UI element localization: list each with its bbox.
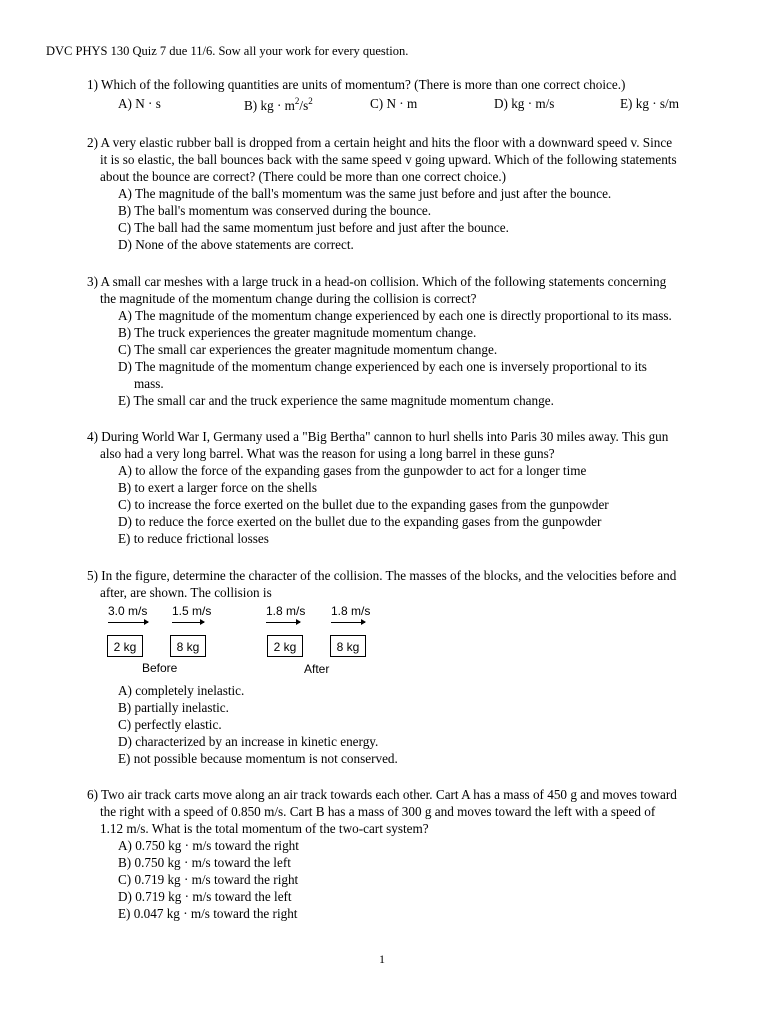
q3-choice-d-text: D) The magnitude of the momentum change experienced by each one is inversely proportional to its [118, 359, 647, 374]
q2-choice-d: D) None of the above statements are correct. [118, 237, 354, 252]
q2-stem-line: 2) A very elastic rubber ball is dropped from a certain height and hits the floor with a downward speed v. Since [87, 135, 673, 150]
q6-stem-line: the right with a speed of 0.850 m/s. Cart B has a mass of 300 g and moves toward the left with a speed of [100, 804, 656, 819]
q1-choice-b-sup2: 2 [308, 96, 313, 106]
q3-stem [87, 273, 666, 307]
q3-choice-e: E) The small car and the truck experience the same magnitude momentum change. [118, 393, 554, 408]
q4-stem-line: 4) During World War I, Germany used a "Big Bertha" cannon to hurl shells into Paris 30 miles away. This gun [87, 429, 669, 444]
q5-stem-line: after, are shown. The collision is [100, 585, 272, 600]
q6-choice-e: E) 0.047 kg · m/s toward the right [118, 906, 298, 921]
q1-choice-a: A) N · s [118, 96, 161, 111]
collision-figure [104, 600, 374, 680]
before-label: Before [142, 661, 178, 675]
q4-stem [87, 428, 668, 462]
q5-stem-line: 5) In the figure, determine the character of the collision. The masses of the blocks, and the velocities before and [87, 568, 677, 583]
q6-choice-d: D) 0.719 kg · m/s toward the left [118, 889, 292, 904]
q1-choice-d: D) kg · m/s [494, 96, 555, 111]
q6-choice-b: B) 0.750 kg · m/s toward the left [118, 855, 291, 870]
before-velocity-small: 3.0 m/s [108, 604, 148, 618]
q4-choices [118, 462, 609, 547]
q5-choice-c: C) perfectly elastic. [118, 717, 222, 732]
arrow-right-icon [108, 622, 148, 623]
q1-stem: 1) Which of the following quantities are units of momentum? (There is more than one correct choice.) [87, 77, 626, 92]
q3-choice-c: C) The small car experiences the greater magnitude momentum change. [118, 342, 498, 357]
q3-choice-d-cont: mass. [134, 376, 164, 391]
q2-stem [87, 134, 677, 185]
q4-stem-line: also had a very long barrel. What was the reason for using a long barrel in these guns? [100, 446, 555, 461]
block-8kg-after: 8 kg [330, 635, 366, 657]
q3-choice-d [118, 358, 672, 392]
q2-stem-line: about the bounce are correct? (There could be more than one correct choice.) [100, 169, 507, 184]
q6-stem-line: 6) Two air track carts move along an air track towards each other. Cart A has a mass of 450 g and moves toward [87, 787, 677, 802]
q5-choice-e: E) not possible because momentum is not conserved. [118, 751, 398, 766]
q4-choice-b: B) to exert a larger force on the shells [118, 480, 317, 495]
q6-stem [87, 786, 677, 837]
q1-choice-b-mid: /s [299, 98, 309, 113]
arrow-right-icon [266, 622, 300, 623]
q6-choice-c: C) 0.719 kg · m/s toward the right [118, 872, 299, 887]
q1-choice-b [244, 96, 313, 114]
q4-choice-d: D) to reduce the force exerted on the bullet due to the expanding gases from the gunpowder [118, 514, 602, 529]
q3-stem-line: the magnitude of the momentum change during the collision is correct? [100, 291, 477, 306]
block-2kg-after: 2 kg [267, 635, 303, 657]
block-2kg-before: 2 kg [107, 635, 143, 657]
q3-choices [118, 307, 672, 409]
q5-choice-b: B) partially inelastic. [118, 700, 229, 715]
after-velocity-large: 1.8 m/s [331, 604, 371, 618]
q1-choice-c: C) N · m [370, 96, 418, 111]
q2-choice-b: B) The ball's momentum was conserved during the bounce. [118, 203, 432, 218]
arrow-right-icon [331, 622, 365, 623]
q5-choices [118, 682, 398, 767]
q2-choices [118, 185, 611, 253]
page-number: 1 [379, 952, 385, 966]
q6-stem-line: 1.12 m/s. What is the total momentum of the two-cart system? [100, 821, 429, 836]
q5-choice-a: A) completely inelastic. [118, 683, 245, 698]
q4-choice-c: C) to increase the force exerted on the bullet due to the expanding gases from the gunpowder [118, 497, 609, 512]
q3-choice-b: B) The truck experiences the greater magnitude momentum change. [118, 325, 477, 340]
q1-choice-b-pre: B) kg · m [244, 98, 295, 113]
q6-choice-a: A) 0.750 kg · m/s toward the right [118, 838, 299, 853]
q2-choice-a: A) The magnitude of the ball's momentum was the same just before and just after the bounce. [118, 186, 612, 201]
q4-choice-a: A) to allow the force of the expanding gases from the gunpowder to act for a longer time [118, 463, 587, 478]
after-label: After [304, 662, 330, 676]
q2-stem-line: it is so elastic, the ball bounces back with the same speed v going upward. Which of the following statements [100, 152, 677, 167]
q1-choice-b-sup1: 2 [294, 96, 300, 106]
after-velocity-small: 1.8 m/s [266, 604, 306, 618]
q5-stem [87, 567, 676, 601]
q4-choice-e: E) to reduce frictional losses [118, 531, 269, 546]
q1-choice-e: E) kg · s/m [620, 96, 679, 111]
quiz-header: DVC PHYS 130 Quiz 7 due 11/6. Sow all your work for every question. [46, 44, 409, 58]
q6-choices [118, 837, 299, 922]
q2-choice-c: C) The ball had the same momentum just before and just after the bounce. [118, 220, 509, 235]
block-8kg-before: 8 kg [170, 635, 206, 657]
q3-stem-line: 3) A small car meshes with a large truck in a head-on collision. Which of the following statements concerning [87, 274, 667, 289]
q5-choice-d: D) characterized by an increase in kinetic energy. [118, 734, 379, 749]
q3-choice-a: A) The magnitude of the momentum change experienced by each one is directly proportional to its mass. [118, 308, 672, 323]
arrow-right-icon [172, 622, 204, 623]
before-velocity-large: 1.5 m/s [172, 604, 212, 618]
